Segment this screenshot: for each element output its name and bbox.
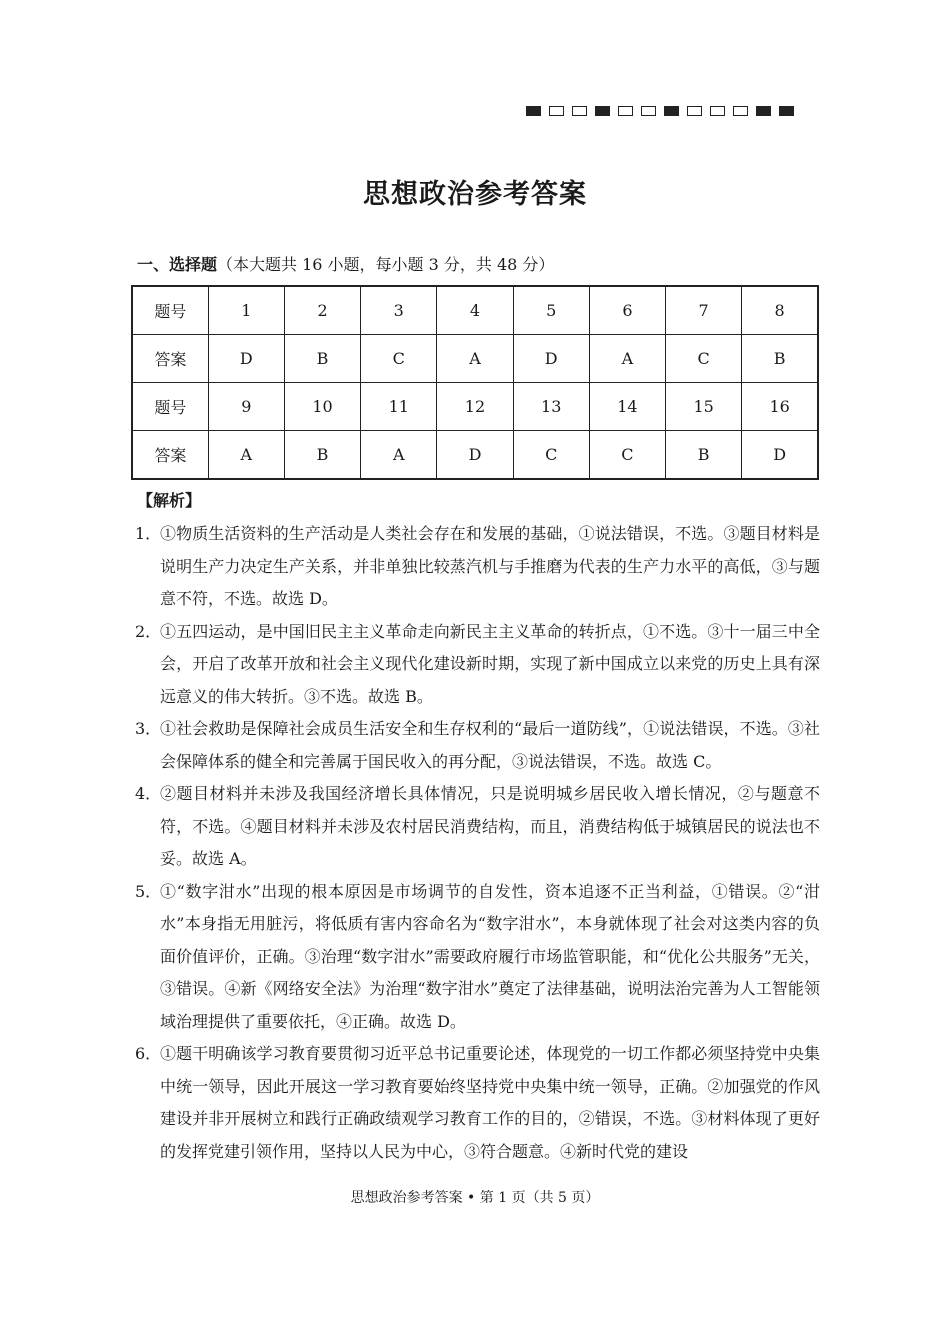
table-cell: C xyxy=(361,335,437,383)
item-text: ①“数字泔水”出现的根本原因是市场调节的自发性，资本追逐不正当利益，①错误。②“泔水”本身指无用脏污，将低质有害内容命名为“数字泔水”，本身就体现了社会对这类内容的负面价值评价，正确。③治理“数字泔水”需要政府履行市场监管职能，和“优化公共服务”无关，③错误。④新《网络安全法》为治理“数字泔水”奠定了法律基础，说明法治完善为人工智能领域治理提供了重要依托，④正确。故选 D。 xyxy=(160,881,820,1031)
section-heading xyxy=(137,252,554,275)
analysis-list xyxy=(135,518,820,1168)
table-row-header: 题号 xyxy=(132,286,208,335)
table-cell: 10 xyxy=(284,383,360,431)
list-item xyxy=(135,616,820,714)
list-item xyxy=(135,518,820,616)
section-note: （本大题共 16 小题，每小题 3 分，共 48 分） xyxy=(217,255,555,274)
table-cell: D xyxy=(742,431,818,480)
filled-square-mark xyxy=(756,106,771,116)
table-cell: 9 xyxy=(208,383,284,431)
table-cell: A xyxy=(437,335,513,383)
table-cell: A xyxy=(208,431,284,480)
table-cell: C xyxy=(666,335,742,383)
filled-square-mark xyxy=(664,106,679,116)
item-number: 2． xyxy=(135,621,162,641)
empty-square-mark xyxy=(641,106,656,116)
header-marks xyxy=(526,106,794,116)
table-cell: D xyxy=(208,335,284,383)
table-cell: 16 xyxy=(742,383,818,431)
empty-square-mark xyxy=(710,106,725,116)
table-row-header: 题号 xyxy=(132,383,208,431)
table-cell: 8 xyxy=(742,286,818,335)
item-text: ①物质生活资料的生产活动是人类社会存在和发展的基础，①说法错误，不选。③题目材料是说明生产力决定生产关系，并非单独比较蒸汽机与手推磨为代表的生产力水平的高低，③与题意不符，不选。故选 D。 xyxy=(160,524,820,608)
table-cell: 15 xyxy=(666,383,742,431)
list-item xyxy=(135,876,820,1039)
table-cell: B xyxy=(742,335,818,383)
item-text: ②题目材料并未涉及我国经济增长具体情况，只是说明城乡居民收入增长情况，②与题意不符，不选。④题目材料并未涉及农村居民消费结构，而且，消费结构低于城镇居民的说法也不妥。故选 A。 xyxy=(160,784,820,868)
item-number: 5． xyxy=(135,881,162,901)
table-cell: A xyxy=(589,335,665,383)
table-row xyxy=(132,383,818,431)
item-number: 1． xyxy=(135,524,162,543)
table-row xyxy=(132,286,818,335)
empty-square-mark xyxy=(618,106,633,116)
empty-square-mark xyxy=(572,106,587,116)
item-number: 4． xyxy=(135,784,162,803)
table-cell: D xyxy=(513,335,589,383)
item-text: ①题干明确该学习教育要贯彻习近平总书记重要论述，体现党的一切工作都必须坚持党中央集中统一领导，因此开展这一学习教育要始终坚持党中央集中统一领导，正确。②加强党的作风建设并非开展树立和践行正确政绩观学习教育工作的目的，②错误，不选。③材料体现了更好的发挥党建引领作用，坚持以人民为中心，③符合题意。④新时代党的建设 xyxy=(160,1044,820,1161)
item-text: ①社会救助是保障社会成员生活安全和生存权利的“最后一道防线”，①说法错误，不选。③社会保障体系的健全和完善属于国民收入的再分配，③说法错误，不选。故选 C。 xyxy=(160,719,820,771)
answer-table xyxy=(131,285,819,480)
filled-square-mark xyxy=(526,106,541,116)
filled-square-mark xyxy=(779,106,794,116)
page-title: 思想政治参考答案 xyxy=(363,179,587,210)
table-row-header: 答案 xyxy=(132,431,208,480)
table-cell: 12 xyxy=(437,383,513,431)
list-item xyxy=(135,778,820,876)
item-text: ①五四运动，是中国旧民主主义革命走向新民主主义革命的转折点，①不选。③十一届三中全会，开启了改革开放和社会主义现代化建设新时期，实现了新中国成立以来党的历史上具有深远意义的伟大转折。③不选。故选 B。 xyxy=(160,621,820,706)
table-cell: B xyxy=(284,335,360,383)
empty-square-mark xyxy=(549,106,564,116)
table-cell: 1 xyxy=(208,286,284,335)
page-footer: 思想政治参考答案 • 第 1 页（共 5 页） xyxy=(350,1190,600,1206)
empty-square-mark xyxy=(687,106,702,116)
list-item xyxy=(135,713,820,778)
table-row-header: 答案 xyxy=(132,335,208,383)
table-cell: 14 xyxy=(589,383,665,431)
table-cell: 4 xyxy=(437,286,513,335)
table-cell: 13 xyxy=(513,383,589,431)
table-cell: B xyxy=(666,431,742,480)
table-cell: 7 xyxy=(666,286,742,335)
analysis-heading: 【解析】 xyxy=(137,491,202,510)
table-cell: A xyxy=(361,431,437,480)
table-row xyxy=(132,431,818,480)
table-cell: C xyxy=(513,431,589,480)
item-number: 3． xyxy=(135,719,162,738)
section-label: 一、选择题 xyxy=(137,255,218,274)
table-cell: 11 xyxy=(361,383,437,431)
table-cell: B xyxy=(284,431,360,480)
list-item xyxy=(135,1038,820,1168)
table-row xyxy=(132,335,818,383)
table-cell: C xyxy=(589,431,665,480)
item-number: 6． xyxy=(135,1044,162,1063)
table-cell: 5 xyxy=(513,286,589,335)
empty-square-mark xyxy=(733,106,748,116)
filled-square-mark xyxy=(595,106,610,116)
table-cell: 2 xyxy=(284,286,360,335)
table-cell: 3 xyxy=(361,286,437,335)
table-cell: 6 xyxy=(589,286,665,335)
table-cell: D xyxy=(437,431,513,480)
